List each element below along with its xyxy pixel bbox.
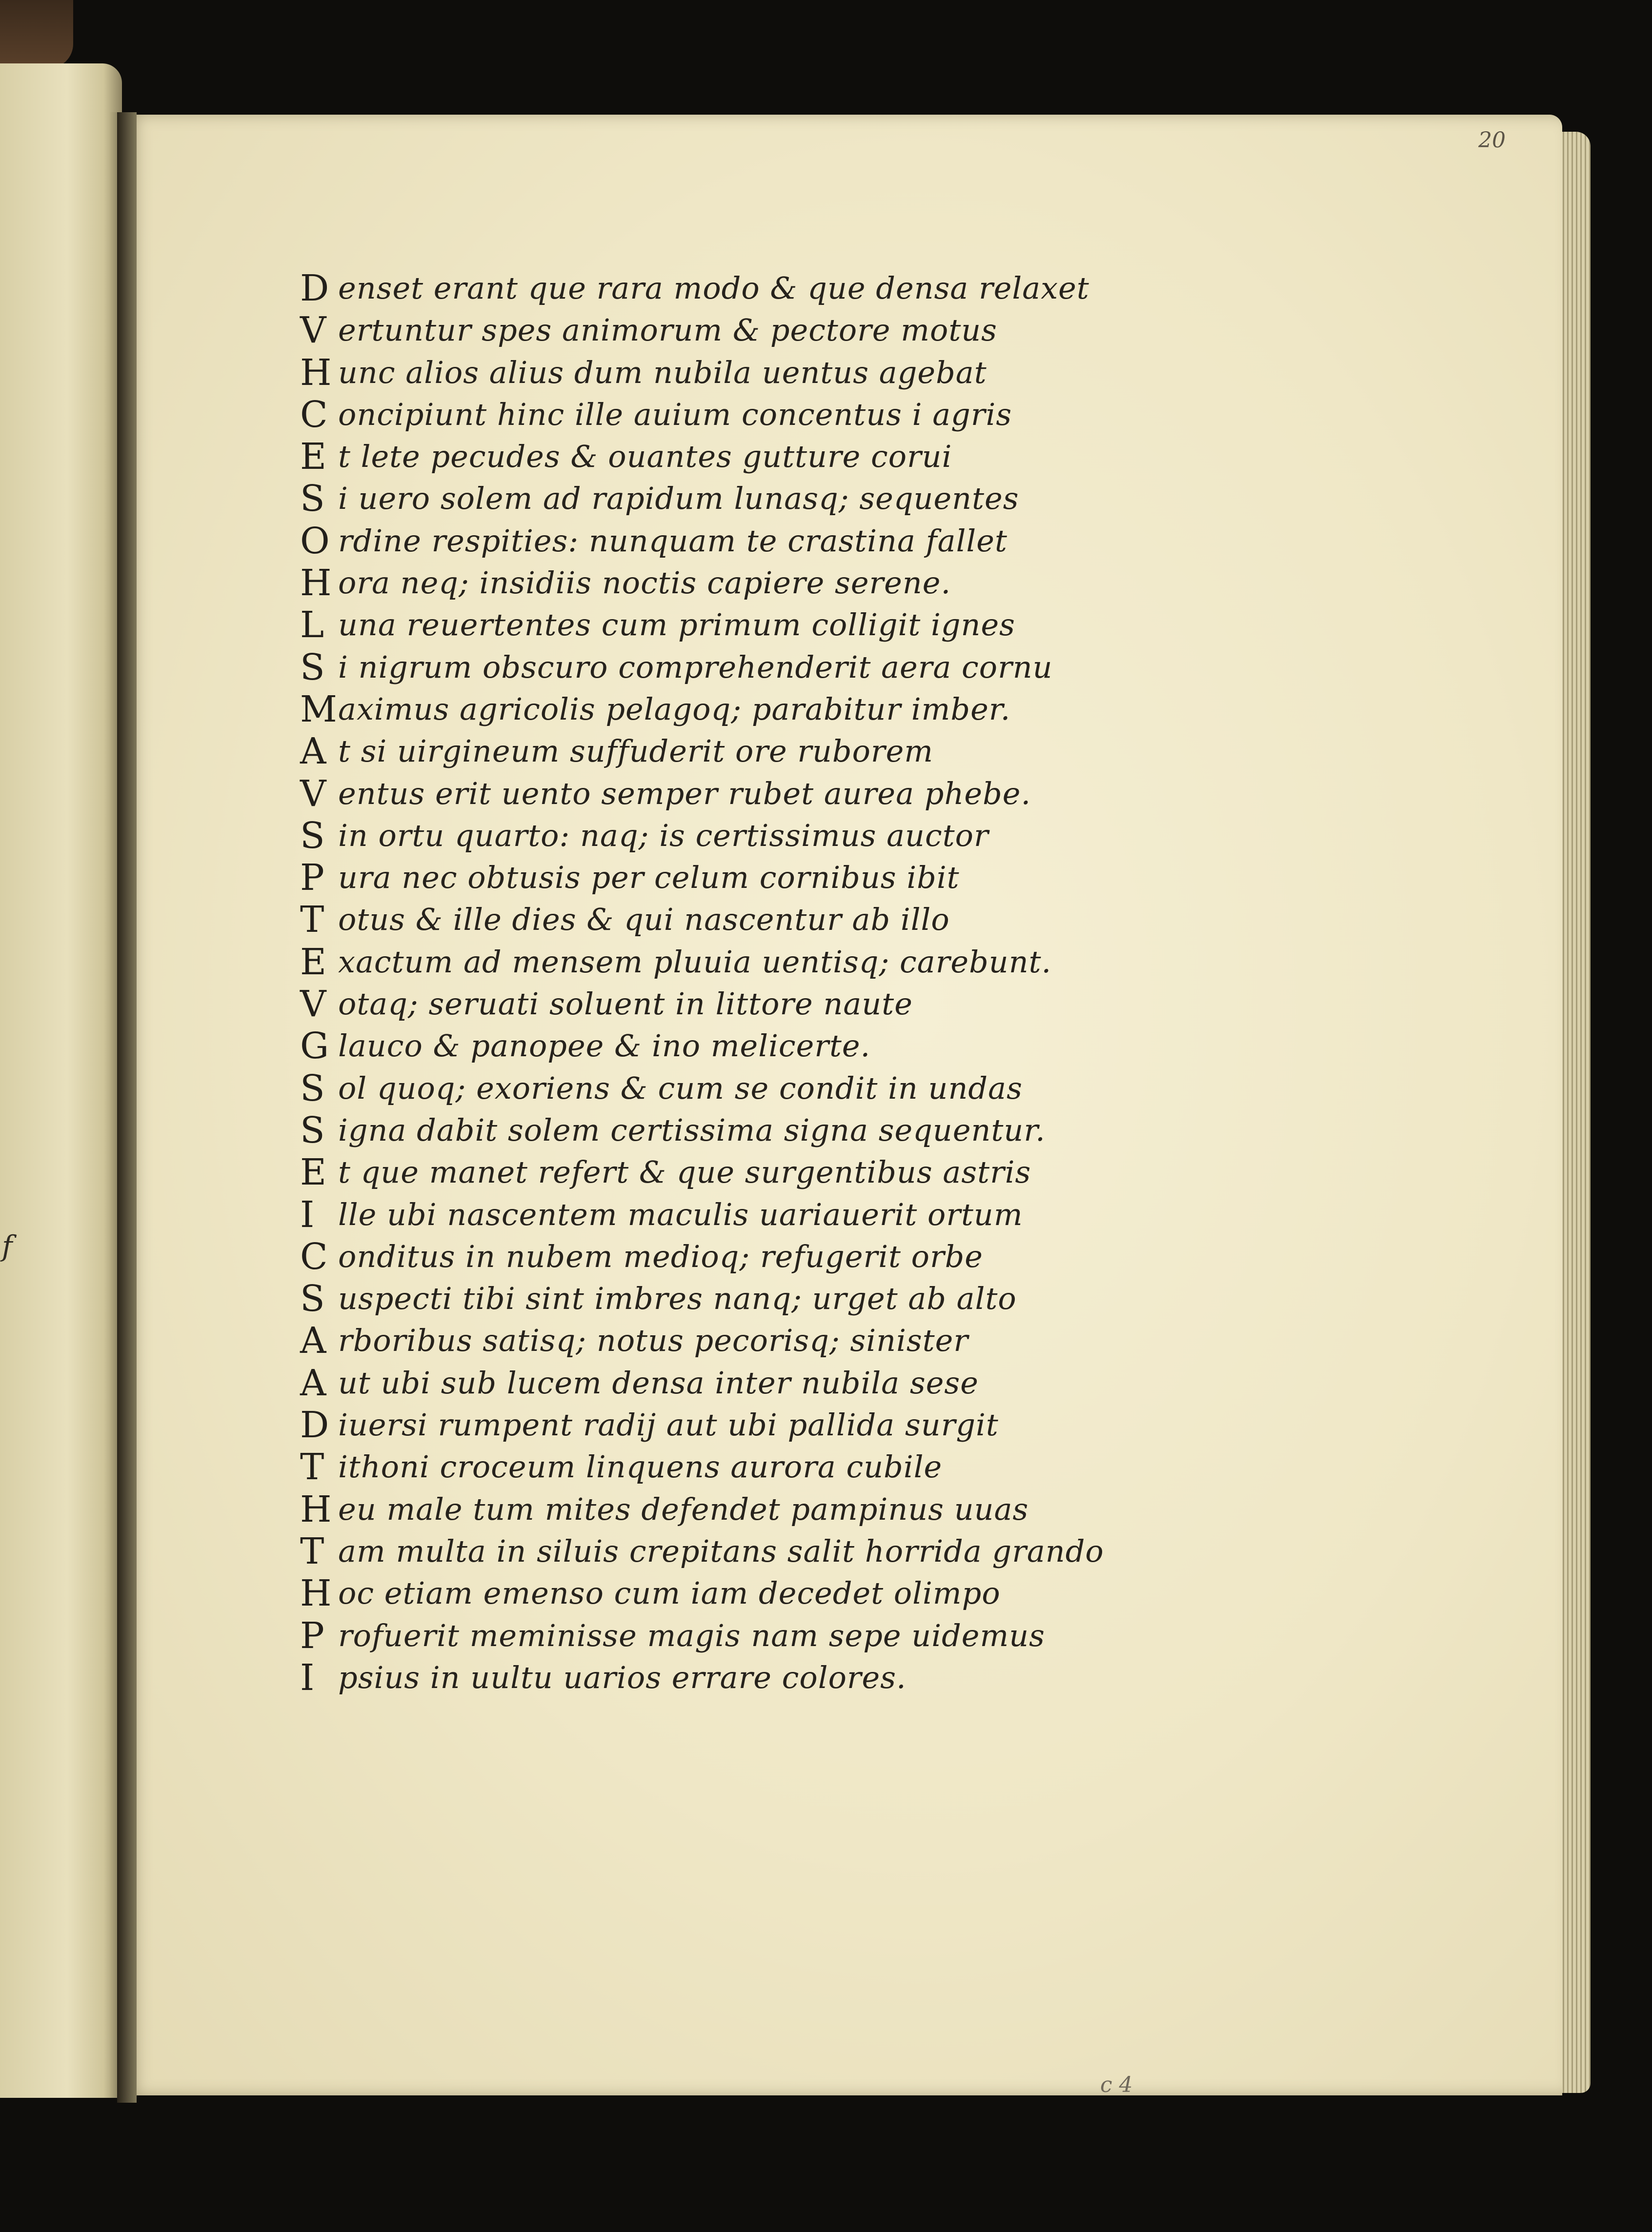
verse-initial: P bbox=[300, 857, 324, 899]
verse-initial: V bbox=[300, 772, 326, 815]
verse-initial: T bbox=[300, 1530, 324, 1572]
verse-text: oncipiunt hinc ille auium concentus i agris bbox=[338, 396, 1012, 432]
verse-line bbox=[300, 773, 1471, 815]
verse-initial: S bbox=[300, 478, 325, 520]
verse-text: in ortu quarto: naq; is certissimus auctor bbox=[338, 817, 989, 853]
text-block bbox=[300, 267, 1471, 1699]
verse-text: ithoni croceum linquens aurora cubile bbox=[338, 1449, 943, 1485]
verse-initial: D bbox=[300, 267, 329, 309]
verse-text: xactum ad mensem pluuia uentisq; carebunt. bbox=[338, 944, 1052, 980]
verse-line bbox=[300, 1194, 1471, 1236]
verse-text: lle ubi nascentem maculis uariauerit ortum bbox=[338, 1196, 1023, 1232]
verse-line bbox=[300, 394, 1471, 436]
verse-line bbox=[300, 309, 1471, 351]
verse-line bbox=[300, 1067, 1471, 1109]
verse-line bbox=[300, 562, 1471, 604]
verse-line bbox=[300, 352, 1471, 394]
verse-text: t que manet refert & que surgentibus astris bbox=[338, 1154, 1031, 1190]
verse-text: t lete pecudes & ouantes gutture corui bbox=[338, 439, 952, 475]
verse-line bbox=[300, 1025, 1471, 1067]
verse-text: unc alios alius dum nubila uentus agebat bbox=[338, 354, 987, 390]
verse-text: lauco & panopee & ino melicerte. bbox=[338, 1028, 871, 1064]
binding-leather bbox=[0, 0, 73, 68]
gutter-shadow bbox=[117, 112, 137, 2103]
verse-line bbox=[300, 1236, 1471, 1278]
verse-initial: A bbox=[300, 1362, 326, 1404]
verse-line bbox=[300, 267, 1471, 309]
verse-initial: M bbox=[300, 688, 337, 730]
verse-text: psius in uultu uarios errare colores. bbox=[338, 1659, 907, 1695]
verse-initial: A bbox=[300, 1320, 326, 1362]
verse-text: t si uirgineum suffuderit ore ruborem bbox=[338, 733, 934, 769]
verse-line bbox=[300, 1404, 1471, 1446]
verse-initial: S bbox=[300, 1278, 325, 1320]
verse-line bbox=[300, 1615, 1471, 1657]
verse-line bbox=[300, 1362, 1471, 1404]
verse-initial: L bbox=[300, 604, 324, 646]
verse-text: uspecti tibi sint imbres nanq; urget ab alto bbox=[338, 1281, 1017, 1317]
verse-line bbox=[300, 730, 1471, 772]
verse-text: aximus agricolis pelagoq; parabitur imber. bbox=[338, 691, 1011, 727]
verse-text: ol quoq; exoriens & cum se condit in undas bbox=[338, 1070, 1023, 1106]
verse-text: otaq; seruati soluent in littore naute bbox=[338, 986, 913, 1022]
verse-line bbox=[300, 1657, 1471, 1699]
verse-line bbox=[300, 1572, 1471, 1614]
verse-line bbox=[300, 899, 1471, 941]
left-page-fragment bbox=[0, 63, 122, 2098]
verse-initial: C bbox=[300, 393, 328, 436]
verse-line bbox=[300, 646, 1471, 688]
verse-initial: V bbox=[300, 309, 326, 352]
verse-initial: H bbox=[300, 351, 332, 394]
verse-initial: E bbox=[300, 941, 327, 983]
verse-initial: S bbox=[300, 1067, 325, 1109]
verse-text: eu male tum mites defendet pampinus uuas bbox=[338, 1491, 1029, 1527]
verse-text: igna dabit solem certissima signa sequentur. bbox=[338, 1112, 1046, 1148]
verse-text: iuersi rumpent radij aut ubi pallida surgit bbox=[338, 1407, 999, 1443]
verse-text: otus & ille dies & qui nascentur ab illo bbox=[338, 902, 950, 938]
verse-line bbox=[300, 1446, 1471, 1488]
verse-initial: S bbox=[300, 814, 325, 857]
verse-initial: G bbox=[300, 1025, 329, 1067]
quire-mark: c 4 bbox=[1100, 2072, 1133, 2097]
verse-initial: H bbox=[300, 562, 332, 604]
verse-text: una reuertentes cum primum colligit ignes bbox=[338, 607, 1015, 643]
verse-text: oc etiam emenso cum iam decedet olimpo bbox=[338, 1575, 1001, 1611]
verse-line bbox=[300, 1530, 1471, 1572]
verse-initial: A bbox=[300, 730, 326, 773]
verse-initial: E bbox=[300, 436, 327, 478]
verse-line bbox=[300, 941, 1471, 983]
verse-initial: S bbox=[300, 646, 325, 688]
verse-text: enset erant que rara modo & que densa relaxet bbox=[338, 270, 1089, 306]
verse-initial: I bbox=[300, 1193, 315, 1236]
verse-text: rboribus satisq; notus pecorisq; sinister bbox=[338, 1323, 968, 1359]
verse-text: rofuerit meminisse magis nam sepe uidemus bbox=[338, 1617, 1045, 1653]
verse-line bbox=[300, 604, 1471, 646]
verse-line bbox=[300, 983, 1471, 1025]
verse-text: ora neq; insidiis noctis capiere serene. bbox=[338, 565, 951, 601]
verse-text: am multa in siluis crepitans salit horrida grando bbox=[338, 1533, 1104, 1569]
verse-text: i nigrum obscuro comprehenderit aera cornu bbox=[338, 649, 1053, 685]
verse-line bbox=[300, 1488, 1471, 1530]
verse-initial: P bbox=[300, 1614, 324, 1657]
verse-line bbox=[300, 1109, 1471, 1151]
verse-text: ura nec obtusis per celum cornibus ibit bbox=[338, 860, 960, 896]
verse-text: onditus in nubem medioq; refugerit orbe bbox=[338, 1238, 983, 1274]
verse-line bbox=[300, 436, 1471, 478]
verse-text: ertuntur spes animorum & pectore motus bbox=[338, 312, 997, 348]
verse-initial: S bbox=[300, 1109, 325, 1151]
verse-text: ut ubi sub lucem densa inter nubila sese bbox=[338, 1365, 979, 1401]
verse-line bbox=[300, 1151, 1471, 1193]
verse-initial: E bbox=[300, 1151, 327, 1194]
verse-line bbox=[300, 815, 1471, 857]
verse-line bbox=[300, 478, 1471, 520]
verse-initial: V bbox=[300, 983, 326, 1026]
verse-line bbox=[300, 688, 1471, 730]
verse-line bbox=[300, 857, 1471, 899]
verse-initial: C bbox=[300, 1235, 328, 1278]
verse-line bbox=[300, 520, 1471, 562]
left-page-letter: f bbox=[2, 1229, 13, 1263]
verse-text: i uero solem ad rapidum lunasq; sequentes bbox=[338, 481, 1019, 517]
verse-initial: T bbox=[300, 1446, 324, 1488]
verse-initial: H bbox=[300, 1572, 332, 1615]
verse-initial: I bbox=[300, 1656, 315, 1699]
verse-initial: D bbox=[300, 1404, 329, 1447]
verse-text: entus erit uento semper rubet aurea phebe. bbox=[338, 775, 1031, 811]
folio-number: 20 bbox=[1478, 128, 1506, 153]
verse-line bbox=[300, 1320, 1471, 1362]
verse-initial: T bbox=[300, 899, 324, 941]
verse-initial: O bbox=[300, 520, 330, 562]
verse-initial: H bbox=[300, 1488, 332, 1530]
verse-line bbox=[300, 1278, 1471, 1320]
verse-text: rdine respities: nunquam te crastina fallet bbox=[338, 523, 1007, 559]
